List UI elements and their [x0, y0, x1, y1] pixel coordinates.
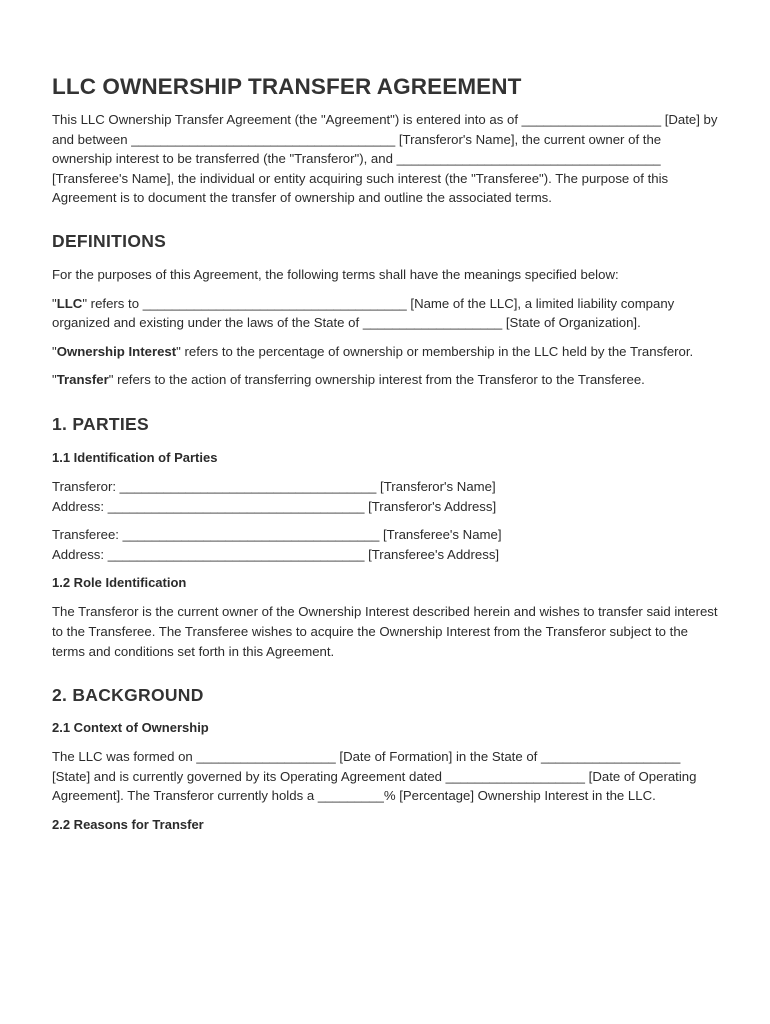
background-heading: 2. BACKGROUND [52, 685, 204, 706]
definition-transfer-open-quote: " [52, 372, 57, 388]
transferee-address-line: Address: ___________________________________ [Transferee's Address] [52, 546, 500, 562]
context-of-ownership-heading: 2.1 Context of Ownership [52, 720, 209, 736]
definition-transfer-term: Transfer [56, 372, 109, 388]
identification-of-parties-heading: 1.1 Identification of Parties [52, 449, 218, 465]
role-identification-heading: 1.2 Role Identification [52, 575, 187, 591]
definition-ownership-interest-open-quote: " [52, 343, 57, 359]
parties-heading: 1. PARTIES [52, 413, 150, 434]
transferor-name-line: Transferor: ___________________________________ [Transferor's Name] [52, 478, 496, 494]
definition-ownership-interest-term: Ownership Interest [56, 343, 177, 359]
intro-paragraph: This LLC Ownership Transfer Agreement (the "Agreement") is entered into as of ___________________ [Date] by and between ____________________________________ [Transferor's Name], the current owner of the ownership interest to be transferred (the "Transferor"), and ____________________________________ [Transferee's Name], the individual or entity acquiring such interest (the "Transferee"). The purpose of this Agreement is to document the transfer of ownership and outline the associated terms. [52, 112, 718, 206]
definition-transfer [52, 370, 720, 390]
transferor-address-line: Address: ___________________________________ [Transferor's Address] [52, 498, 497, 514]
definition-llc-text: " refers to ____________________________________ [Name of the LLC], a limited liability company organized and existing under the laws of the State of ___________________ [State of Organization]. [52, 295, 675, 331]
definition-llc-term: LLC [56, 295, 83, 311]
document-title: LLC OWNERSHIP TRANSFER AGREEMENT [52, 74, 522, 99]
role-identification-text: The Transferor is the current owner of the Ownership Interest described herein and wishes to transfer said interest to the Transferee. The Transferee wishes to acquire the Ownership Interest from the Transferor subject to the terms and conditions set forth in this Agreement. [52, 604, 718, 659]
definitions-lead: For the purposes of this Agreement, the following terms shall have the meanings specified below: [52, 266, 619, 282]
definition-ownership-interest-text: " refers to the percentage of ownership or membership in the LLC held by the Transferor. [176, 343, 694, 359]
definition-transfer-text: " refers to the action of transferring ownership interest from the Transferor to the Transferee. [108, 372, 645, 388]
transferee-name-line: Transferee: ___________________________________ [Transferee's Name] [52, 527, 502, 543]
reasons-for-transfer-heading: 2.2 Reasons for Transfer [52, 816, 204, 832]
definition-llc [52, 294, 720, 333]
context-of-ownership-text: The LLC was formed on ___________________ [Date of Formation] in the State of ___________________ [State] and is currently governed by its Operating Agreement dated ___________________ [Date of Operating Agreement]. The Transferor currently holds a _________% [Percentage] Ownership Interest in the LLC. [52, 749, 697, 804]
definition-llc-open-quote: " [52, 295, 57, 311]
definitions-heading: DEFINITIONS [52, 230, 167, 251]
definition-ownership-interest [52, 342, 720, 362]
